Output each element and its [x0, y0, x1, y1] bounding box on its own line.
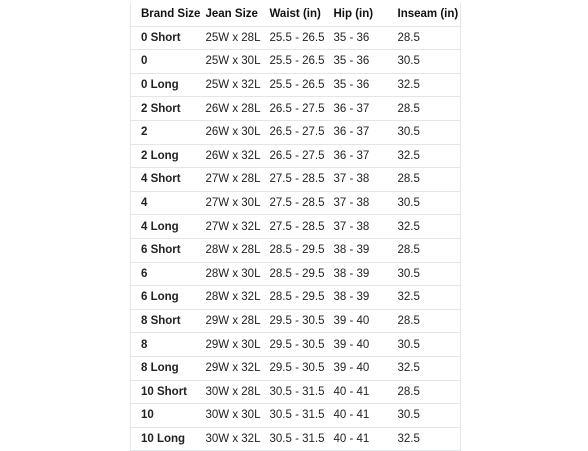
table-row — [131, 238, 461, 262]
cell-waist: 29.5 - 30.5 — [260, 356, 324, 380]
cell-hip: 38 - 39 — [324, 286, 388, 310]
cell-jean-size: 26W x 32L — [196, 144, 260, 168]
cell-brand-size: 8 Short — [131, 309, 196, 333]
cell-jean-size: 27W x 28L — [196, 168, 260, 192]
cell-hip: 36 - 37 — [324, 97, 388, 121]
table-row — [131, 191, 461, 215]
cell-hip: 36 - 37 — [324, 120, 388, 144]
cell-waist: 28.5 - 29.5 — [260, 286, 324, 310]
table-row — [131, 380, 461, 404]
cell-waist: 27.5 - 28.5 — [260, 168, 324, 192]
cell-waist: 26.5 - 27.5 — [260, 97, 324, 121]
cell-inseam: 28.5 — [388, 309, 461, 333]
cell-jean-size: 30W x 32L — [196, 427, 260, 451]
cell-hip: 36 - 37 — [324, 144, 388, 168]
table-row — [131, 309, 461, 333]
cell-brand-size: 4 Short — [131, 168, 196, 192]
table-row — [131, 168, 461, 192]
cell-waist: 29.5 - 30.5 — [260, 309, 324, 333]
table-row — [131, 427, 461, 451]
cell-brand-size: 10 Long — [131, 427, 196, 451]
cell-inseam: 32.5 — [388, 144, 461, 168]
cell-jean-size: 27W x 32L — [196, 215, 260, 239]
cell-hip: 39 - 40 — [324, 356, 388, 380]
cell-jean-size: 28W x 28L — [196, 238, 260, 262]
cell-hip: 38 - 39 — [324, 238, 388, 262]
cell-jean-size: 25W x 30L — [196, 50, 260, 74]
cell-waist: 25.5 - 26.5 — [260, 50, 324, 74]
header-jean-size: Jean Size — [196, 3, 260, 26]
cell-waist: 27.5 - 28.5 — [260, 215, 324, 239]
cell-inseam: 32.5 — [388, 427, 461, 451]
cell-jean-size: 27W x 30L — [196, 191, 260, 215]
cell-brand-size: 2 Short — [131, 97, 196, 121]
table-row — [131, 50, 461, 74]
cell-brand-size: 2 Long — [131, 144, 196, 168]
cell-brand-size: 0 Short — [131, 26, 196, 50]
cell-brand-size: 8 — [131, 333, 196, 357]
cell-jean-size: 30W x 30L — [196, 404, 260, 428]
cell-inseam: 30.5 — [388, 120, 461, 144]
cell-jean-size: 29W x 30L — [196, 333, 260, 357]
cell-inseam: 32.5 — [388, 73, 461, 97]
cell-jean-size: 30W x 28L — [196, 380, 260, 404]
table-body — [131, 26, 461, 451]
cell-jean-size: 26W x 30L — [196, 120, 260, 144]
cell-waist: 28.5 - 29.5 — [260, 262, 324, 286]
cell-inseam: 28.5 — [388, 97, 461, 121]
table-row — [131, 73, 461, 97]
cell-jean-size: 29W x 32L — [196, 356, 260, 380]
table-row — [131, 120, 461, 144]
cell-inseam: 30.5 — [388, 333, 461, 357]
cell-inseam: 28.5 — [388, 168, 461, 192]
table-row — [131, 262, 461, 286]
header-inseam: Inseam (in) — [388, 3, 461, 26]
cell-inseam: 28.5 — [388, 26, 461, 50]
cell-jean-size: 25W x 28L — [196, 26, 260, 50]
cell-hip: 40 - 41 — [324, 404, 388, 428]
table-row — [131, 356, 461, 380]
cell-brand-size: 10 Short — [131, 380, 196, 404]
table-row — [131, 144, 461, 168]
cell-hip: 39 - 40 — [324, 309, 388, 333]
cell-waist: 30.5 - 31.5 — [260, 404, 324, 428]
cell-hip: 38 - 39 — [324, 262, 388, 286]
header-hip: Hip (in) — [324, 3, 388, 26]
cell-inseam: 30.5 — [388, 404, 461, 428]
cell-brand-size: 0 — [131, 50, 196, 74]
cell-waist: 25.5 - 26.5 — [260, 26, 324, 50]
cell-brand-size: 2 — [131, 120, 196, 144]
cell-inseam: 30.5 — [388, 50, 461, 74]
cell-brand-size: 8 Long — [131, 356, 196, 380]
cell-waist: 27.5 - 28.5 — [260, 191, 324, 215]
cell-hip: 40 - 41 — [324, 380, 388, 404]
cell-inseam: 28.5 — [388, 380, 461, 404]
table-row — [131, 215, 461, 239]
table-header-row — [131, 3, 461, 26]
cell-jean-size: 29W x 28L — [196, 309, 260, 333]
cell-hip: 35 - 36 — [324, 26, 388, 50]
cell-brand-size: 6 — [131, 262, 196, 286]
size-chart-table — [130, 3, 461, 451]
cell-waist: 25.5 - 26.5 — [260, 73, 324, 97]
table-row — [131, 97, 461, 121]
table-row — [131, 26, 461, 50]
cell-brand-size: 0 Long — [131, 73, 196, 97]
cell-inseam: 32.5 — [388, 286, 461, 310]
cell-hip: 37 - 38 — [324, 168, 388, 192]
cell-inseam: 28.5 — [388, 238, 461, 262]
cell-brand-size: 4 — [131, 191, 196, 215]
cell-waist: 26.5 - 27.5 — [260, 120, 324, 144]
cell-jean-size: 28W x 30L — [196, 262, 260, 286]
cell-brand-size: 6 Short — [131, 238, 196, 262]
cell-jean-size: 28W x 32L — [196, 286, 260, 310]
cell-inseam: 30.5 — [388, 262, 461, 286]
cell-brand-size: 6 Long — [131, 286, 196, 310]
table-row — [131, 404, 461, 428]
table-row — [131, 333, 461, 357]
cell-waist: 30.5 - 31.5 — [260, 427, 324, 451]
cell-hip: 37 - 38 — [324, 215, 388, 239]
cell-inseam: 32.5 — [388, 215, 461, 239]
cell-jean-size: 26W x 28L — [196, 97, 260, 121]
cell-hip: 35 - 36 — [324, 73, 388, 97]
cell-waist: 30.5 - 31.5 — [260, 380, 324, 404]
cell-inseam: 30.5 — [388, 191, 461, 215]
cell-waist: 28.5 - 29.5 — [260, 238, 324, 262]
cell-brand-size: 10 — [131, 404, 196, 428]
cell-hip: 35 - 36 — [324, 50, 388, 74]
cell-waist: 26.5 - 27.5 — [260, 144, 324, 168]
table-row — [131, 286, 461, 310]
header-brand-size: Brand Size — [131, 3, 196, 26]
cell-brand-size: 4 Long — [131, 215, 196, 239]
cell-inseam: 32.5 — [388, 356, 461, 380]
cell-waist: 29.5 - 30.5 — [260, 333, 324, 357]
header-waist: Waist (in) — [260, 3, 324, 26]
cell-hip: 40 - 41 — [324, 427, 388, 451]
cell-hip: 37 - 38 — [324, 191, 388, 215]
cell-jean-size: 25W x 32L — [196, 73, 260, 97]
cell-hip: 39 - 40 — [324, 333, 388, 357]
